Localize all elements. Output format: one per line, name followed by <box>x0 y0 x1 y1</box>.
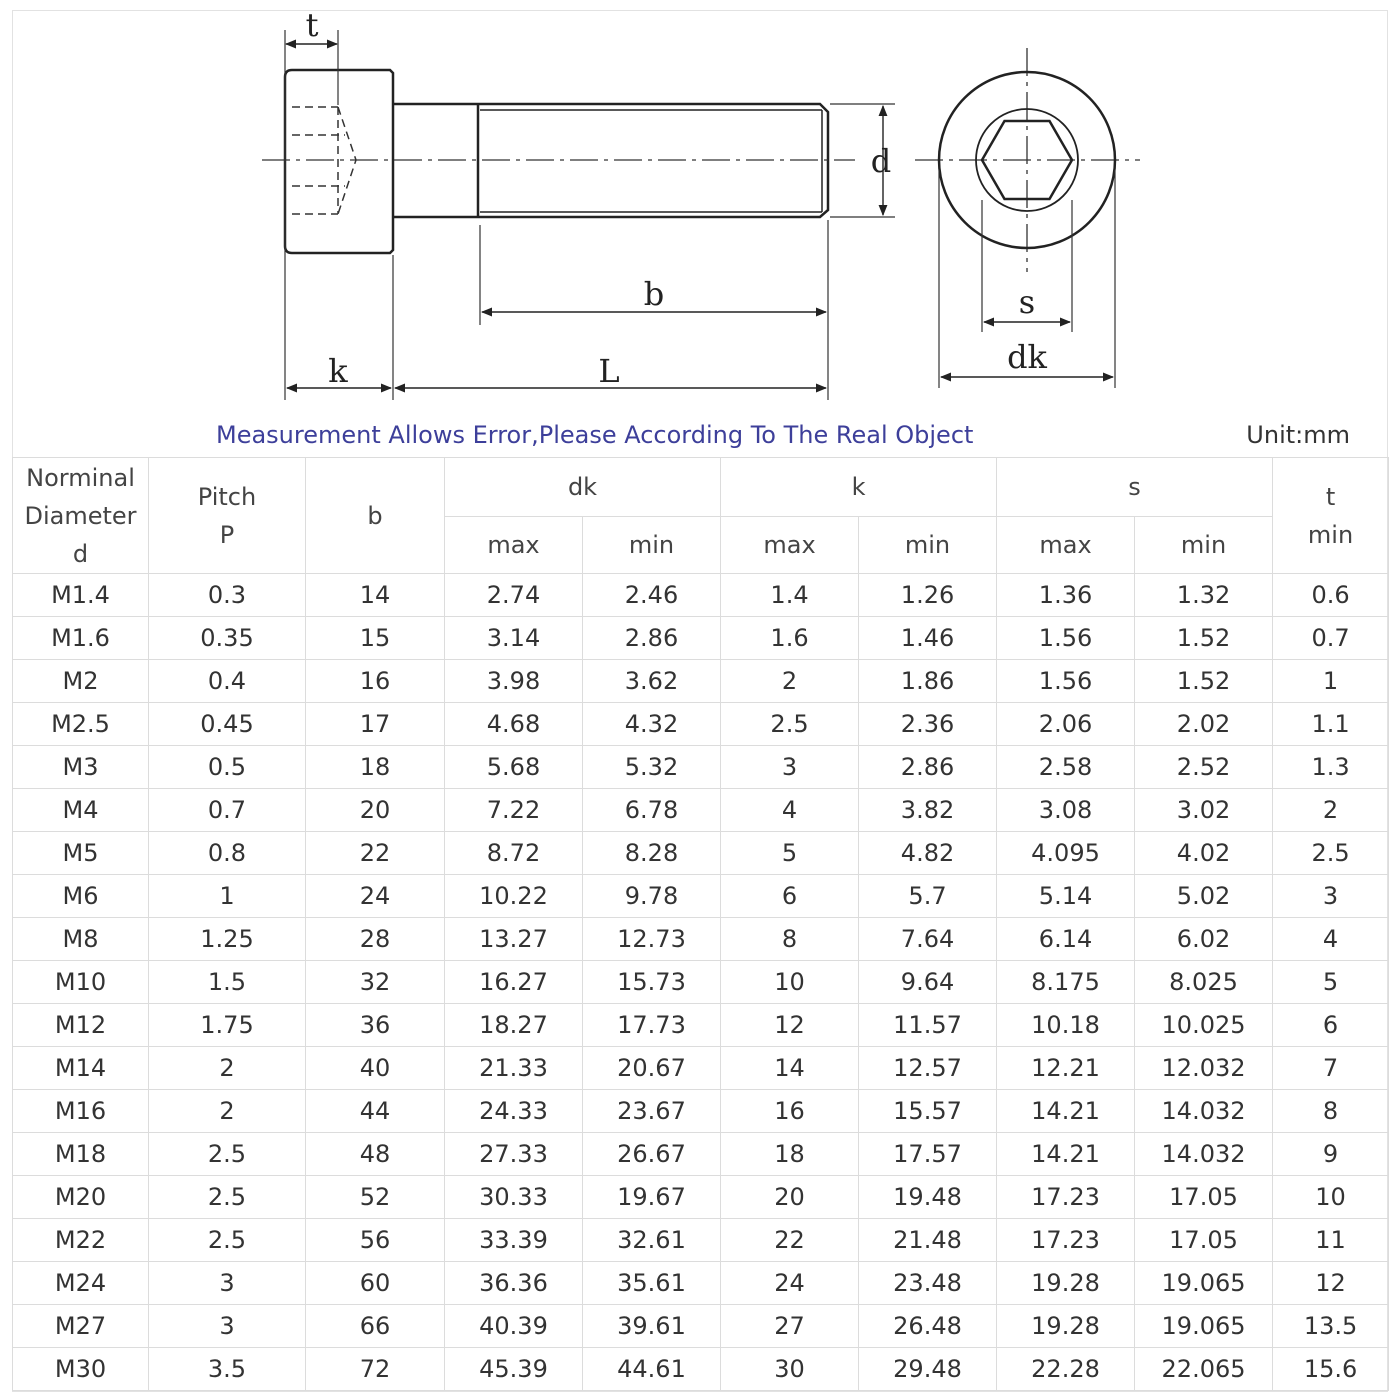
table-row <box>13 1219 1389 1262</box>
cell-s-max: 1.56 <box>997 660 1135 703</box>
cell-b: 56 <box>306 1219 445 1262</box>
cell-k-max: 22 <box>721 1219 859 1262</box>
cell-diameter: M4 <box>13 789 149 832</box>
cell-diameter: M12 <box>13 1004 149 1047</box>
table-row <box>13 574 1389 617</box>
cell-t-min: 2.5 <box>1273 832 1389 875</box>
table-row <box>13 1004 1389 1047</box>
cell-k-max: 1.4 <box>721 574 859 617</box>
cell-dk-max: 27.33 <box>445 1133 583 1176</box>
cell-dk-max: 30.33 <box>445 1176 583 1219</box>
cell-t-min: 3 <box>1273 875 1389 918</box>
header-b: b <box>306 458 445 574</box>
cell-k-min: 19.48 <box>859 1176 997 1219</box>
cell-s-max: 6.14 <box>997 918 1135 961</box>
cell-s-min: 1.52 <box>1135 660 1273 703</box>
cell-s-max: 22.28 <box>997 1348 1135 1391</box>
cell-t-min: 6 <box>1273 1004 1389 1047</box>
cell-s-max: 4.095 <box>997 832 1135 875</box>
cell-dk-max: 16.27 <box>445 961 583 1004</box>
cell-dk-max: 8.72 <box>445 832 583 875</box>
cell-k-max: 5 <box>721 832 859 875</box>
cell-pitch: 0.35 <box>149 617 306 660</box>
cell-dk-min: 15.73 <box>583 961 721 1004</box>
cell-s-max: 19.28 <box>997 1305 1135 1348</box>
cell-s-min: 17.05 <box>1135 1219 1273 1262</box>
label-dk: dk <box>1007 338 1047 376</box>
header-k-max: max <box>721 517 859 574</box>
cell-s-min: 22.065 <box>1135 1348 1273 1391</box>
cell-diameter: M5 <box>13 832 149 875</box>
cell-k-max: 16 <box>721 1090 859 1133</box>
cell-s-min: 8.025 <box>1135 961 1273 1004</box>
cell-diameter: M10 <box>13 961 149 1004</box>
cell-b: 22 <box>306 832 445 875</box>
cell-t-min: 8 <box>1273 1090 1389 1133</box>
cell-k-max: 2.5 <box>721 703 859 746</box>
cell-dk-min: 8.28 <box>583 832 721 875</box>
cell-dk-max: 36.36 <box>445 1262 583 1305</box>
cell-pitch: 1 <box>149 875 306 918</box>
cell-pitch: 2.5 <box>149 1176 306 1219</box>
table-row <box>13 1090 1389 1133</box>
cell-t-min: 11 <box>1273 1219 1389 1262</box>
cell-s-min: 19.065 <box>1135 1262 1273 1305</box>
cell-dk-max: 18.27 <box>445 1004 583 1047</box>
cell-dk-min: 39.61 <box>583 1305 721 1348</box>
header-k: k <box>721 458 997 517</box>
cell-s-min: 10.025 <box>1135 1004 1273 1047</box>
cell-s-max: 17.23 <box>997 1219 1135 1262</box>
cell-k-min: 1.26 <box>859 574 997 617</box>
cell-dk-min: 2.86 <box>583 617 721 660</box>
cell-dk-max: 33.39 <box>445 1219 583 1262</box>
cell-s-max: 8.175 <box>997 961 1135 1004</box>
cell-dk-min: 9.78 <box>583 875 721 918</box>
cell-t-min: 7 <box>1273 1047 1389 1090</box>
cell-k-max: 1.6 <box>721 617 859 660</box>
cell-k-max: 24 <box>721 1262 859 1305</box>
table-row <box>13 746 1389 789</box>
cell-dk-max: 45.39 <box>445 1348 583 1391</box>
table-row <box>13 703 1389 746</box>
cell-s-max: 1.36 <box>997 574 1135 617</box>
label-t: t <box>305 6 319 44</box>
table-row <box>13 1305 1389 1348</box>
cell-pitch: 0.3 <box>149 574 306 617</box>
cell-b: 36 <box>306 1004 445 1047</box>
table-row <box>13 832 1389 875</box>
cell-diameter: M1.4 <box>13 574 149 617</box>
cell-b: 14 <box>306 574 445 617</box>
screw-drawing <box>0 0 1400 415</box>
header-s-min: min <box>1135 517 1273 574</box>
cell-diameter: M1.6 <box>13 617 149 660</box>
cell-pitch: 3 <box>149 1262 306 1305</box>
table-row <box>13 1047 1389 1090</box>
cell-s-min: 14.032 <box>1135 1133 1273 1176</box>
header-k-min: min <box>859 517 997 574</box>
cell-dk-min: 17.73 <box>583 1004 721 1047</box>
cell-s-min: 1.32 <box>1135 574 1273 617</box>
cell-b: 32 <box>306 961 445 1004</box>
label-d: d <box>870 142 892 180</box>
cell-t-min: 4 <box>1273 918 1389 961</box>
table-row <box>13 1176 1389 1219</box>
cell-diameter: M24 <box>13 1262 149 1305</box>
table-row <box>13 961 1389 1004</box>
cell-k-min: 1.86 <box>859 660 997 703</box>
cell-s-min: 14.032 <box>1135 1090 1273 1133</box>
cell-s-min: 2.02 <box>1135 703 1273 746</box>
cell-k-max: 30 <box>721 1348 859 1391</box>
cell-s-min: 3.02 <box>1135 789 1273 832</box>
unit-label: Unit:mm <box>1246 421 1350 449</box>
cell-k-min: 2.86 <box>859 746 997 789</box>
cell-s-max: 10.18 <box>997 1004 1135 1047</box>
cell-t-min: 15.6 <box>1273 1348 1389 1391</box>
header-dk-max: max <box>445 517 583 574</box>
cell-b: 40 <box>306 1047 445 1090</box>
cell-s-max: 2.58 <box>997 746 1135 789</box>
cell-b: 15 <box>306 617 445 660</box>
label-b: b <box>643 275 665 313</box>
cell-s-min: 4.02 <box>1135 832 1273 875</box>
cell-k-min: 26.48 <box>859 1305 997 1348</box>
cell-diameter: M18 <box>13 1133 149 1176</box>
label-s: s <box>1018 283 1036 321</box>
cell-k-min: 12.57 <box>859 1047 997 1090</box>
cell-t-min: 2 <box>1273 789 1389 832</box>
header-t-min: t min <box>1273 458 1389 574</box>
table-row <box>13 875 1389 918</box>
cell-k-min: 4.82 <box>859 832 997 875</box>
header-diameter: Norminal Diameter d <box>13 458 149 574</box>
label-k: k <box>328 352 348 390</box>
cell-k-max: 27 <box>721 1305 859 1348</box>
cell-dk-max: 40.39 <box>445 1305 583 1348</box>
cell-k-min: 21.48 <box>859 1219 997 1262</box>
cell-k-max: 2 <box>721 660 859 703</box>
cell-dk-min: 44.61 <box>583 1348 721 1391</box>
screw-head <box>285 70 393 253</box>
cell-s-max: 1.56 <box>997 617 1135 660</box>
cell-s-min: 1.52 <box>1135 617 1273 660</box>
cell-k-max: 10 <box>721 961 859 1004</box>
cell-dk-max: 3.98 <box>445 660 583 703</box>
cell-s-max: 19.28 <box>997 1262 1135 1305</box>
cell-dk-max: 13.27 <box>445 918 583 961</box>
notice-bar <box>12 415 1388 457</box>
cell-s-min: 19.065 <box>1135 1305 1273 1348</box>
cell-diameter: M22 <box>13 1219 149 1262</box>
table-row <box>13 617 1389 660</box>
cell-dk-min: 5.32 <box>583 746 721 789</box>
cell-pitch: 0.45 <box>149 703 306 746</box>
cell-t-min: 1.3 <box>1273 746 1389 789</box>
cell-b: 17 <box>306 703 445 746</box>
cell-k-min: 5.7 <box>859 875 997 918</box>
cell-dk-max: 3.14 <box>445 617 583 660</box>
cell-k-min: 17.57 <box>859 1133 997 1176</box>
table-row <box>13 1133 1389 1176</box>
cell-pitch: 1.75 <box>149 1004 306 1047</box>
cell-k-max: 12 <box>721 1004 859 1047</box>
cell-pitch: 2 <box>149 1047 306 1090</box>
cell-dk-max: 10.22 <box>445 875 583 918</box>
cell-diameter: M3 <box>13 746 149 789</box>
cell-k-min: 15.57 <box>859 1090 997 1133</box>
cell-pitch: 3 <box>149 1305 306 1348</box>
cell-s-min: 6.02 <box>1135 918 1273 961</box>
cell-diameter: M2 <box>13 660 149 703</box>
cell-pitch: 0.8 <box>149 832 306 875</box>
cell-dk-min: 4.32 <box>583 703 721 746</box>
table-row <box>13 1262 1389 1305</box>
cell-diameter: M30 <box>13 1348 149 1391</box>
cell-b: 66 <box>306 1305 445 1348</box>
cell-k-min: 11.57 <box>859 1004 997 1047</box>
header-s-max: max <box>997 517 1135 574</box>
cell-t-min: 1.1 <box>1273 703 1389 746</box>
cell-s-max: 3.08 <box>997 789 1135 832</box>
cell-dk-max: 21.33 <box>445 1047 583 1090</box>
cell-b: 52 <box>306 1176 445 1219</box>
cell-pitch: 0.4 <box>149 660 306 703</box>
cell-diameter: M2.5 <box>13 703 149 746</box>
cell-k-max: 3 <box>721 746 859 789</box>
cell-k-min: 29.48 <box>859 1348 997 1391</box>
dimension-table <box>12 457 1389 1391</box>
cell-dk-min: 23.67 <box>583 1090 721 1133</box>
cell-t-min: 10 <box>1273 1176 1389 1219</box>
cell-k-max: 8 <box>721 918 859 961</box>
cell-dk-max: 7.22 <box>445 789 583 832</box>
cell-b: 16 <box>306 660 445 703</box>
cell-diameter: M27 <box>13 1305 149 1348</box>
table-row <box>13 660 1389 703</box>
cell-s-max: 2.06 <box>997 703 1135 746</box>
cell-t-min: 5 <box>1273 961 1389 1004</box>
cell-k-min: 23.48 <box>859 1262 997 1305</box>
header-dk: dk <box>445 458 721 517</box>
cell-t-min: 9 <box>1273 1133 1389 1176</box>
cell-diameter: M8 <box>13 918 149 961</box>
cell-pitch: 0.7 <box>149 789 306 832</box>
cell-t-min: 0.6 <box>1273 574 1389 617</box>
cell-t-min: 1 <box>1273 660 1389 703</box>
cell-k-min: 9.64 <box>859 961 997 1004</box>
cell-s-min: 2.52 <box>1135 746 1273 789</box>
table-row <box>13 918 1389 961</box>
table-row <box>13 1348 1389 1391</box>
cell-dk-min: 12.73 <box>583 918 721 961</box>
cell-s-max: 5.14 <box>997 875 1135 918</box>
cell-k-max: 4 <box>721 789 859 832</box>
table-row <box>13 789 1389 832</box>
cell-b: 20 <box>306 789 445 832</box>
cell-dk-max: 4.68 <box>445 703 583 746</box>
measurement-notice: Measurement Allows Error,Please According To The Real Object <box>216 421 974 449</box>
cell-pitch: 2.5 <box>149 1133 306 1176</box>
cell-dk-max: 2.74 <box>445 574 583 617</box>
cell-dk-min: 35.61 <box>583 1262 721 1305</box>
cell-b: 60 <box>306 1262 445 1305</box>
cell-pitch: 1.5 <box>149 961 306 1004</box>
cell-b: 18 <box>306 746 445 789</box>
cell-s-max: 14.21 <box>997 1090 1135 1133</box>
cell-b: 44 <box>306 1090 445 1133</box>
cell-b: 28 <box>306 918 445 961</box>
cell-dk-min: 26.67 <box>583 1133 721 1176</box>
cell-t-min: 13.5 <box>1273 1305 1389 1348</box>
cell-dk-min: 20.67 <box>583 1047 721 1090</box>
cell-k-min: 2.36 <box>859 703 997 746</box>
cell-diameter: M20 <box>13 1176 149 1219</box>
cell-s-min: 17.05 <box>1135 1176 1273 1219</box>
cell-pitch: 2 <box>149 1090 306 1133</box>
cell-pitch: 2.5 <box>149 1219 306 1262</box>
cell-k-min: 3.82 <box>859 789 997 832</box>
cell-dk-max: 24.33 <box>445 1090 583 1133</box>
cell-dk-min: 3.62 <box>583 660 721 703</box>
cell-b: 72 <box>306 1348 445 1391</box>
header-pitch: Pitch P <box>149 458 306 574</box>
table-body <box>13 574 1389 1391</box>
cell-s-min: 5.02 <box>1135 875 1273 918</box>
cell-k-min: 1.46 <box>859 617 997 660</box>
cell-b: 24 <box>306 875 445 918</box>
cell-dk-min: 32.61 <box>583 1219 721 1262</box>
cell-s-max: 14.21 <box>997 1133 1135 1176</box>
cell-pitch: 0.5 <box>149 746 306 789</box>
cell-dk-max: 5.68 <box>445 746 583 789</box>
cell-k-min: 7.64 <box>859 918 997 961</box>
cell-pitch: 3.5 <box>149 1348 306 1391</box>
cell-dk-min: 6.78 <box>583 789 721 832</box>
cell-pitch: 1.25 <box>149 918 306 961</box>
cell-s-min: 12.032 <box>1135 1047 1273 1090</box>
cell-dk-min: 2.46 <box>583 574 721 617</box>
cell-dk-min: 19.67 <box>583 1176 721 1219</box>
header-s: s <box>997 458 1273 517</box>
cell-s-max: 12.21 <box>997 1047 1135 1090</box>
cell-k-max: 14 <box>721 1047 859 1090</box>
label-L: L <box>598 352 620 390</box>
cell-t-min: 0.7 <box>1273 617 1389 660</box>
cell-k-max: 18 <box>721 1133 859 1176</box>
cell-t-min: 12 <box>1273 1262 1389 1305</box>
cell-s-max: 17.23 <box>997 1176 1135 1219</box>
header-dk-min: min <box>583 517 721 574</box>
cell-diameter: M6 <box>13 875 149 918</box>
cell-k-max: 20 <box>721 1176 859 1219</box>
cell-k-max: 6 <box>721 875 859 918</box>
cell-b: 48 <box>306 1133 445 1176</box>
cell-diameter: M14 <box>13 1047 149 1090</box>
cell-diameter: M16 <box>13 1090 149 1133</box>
